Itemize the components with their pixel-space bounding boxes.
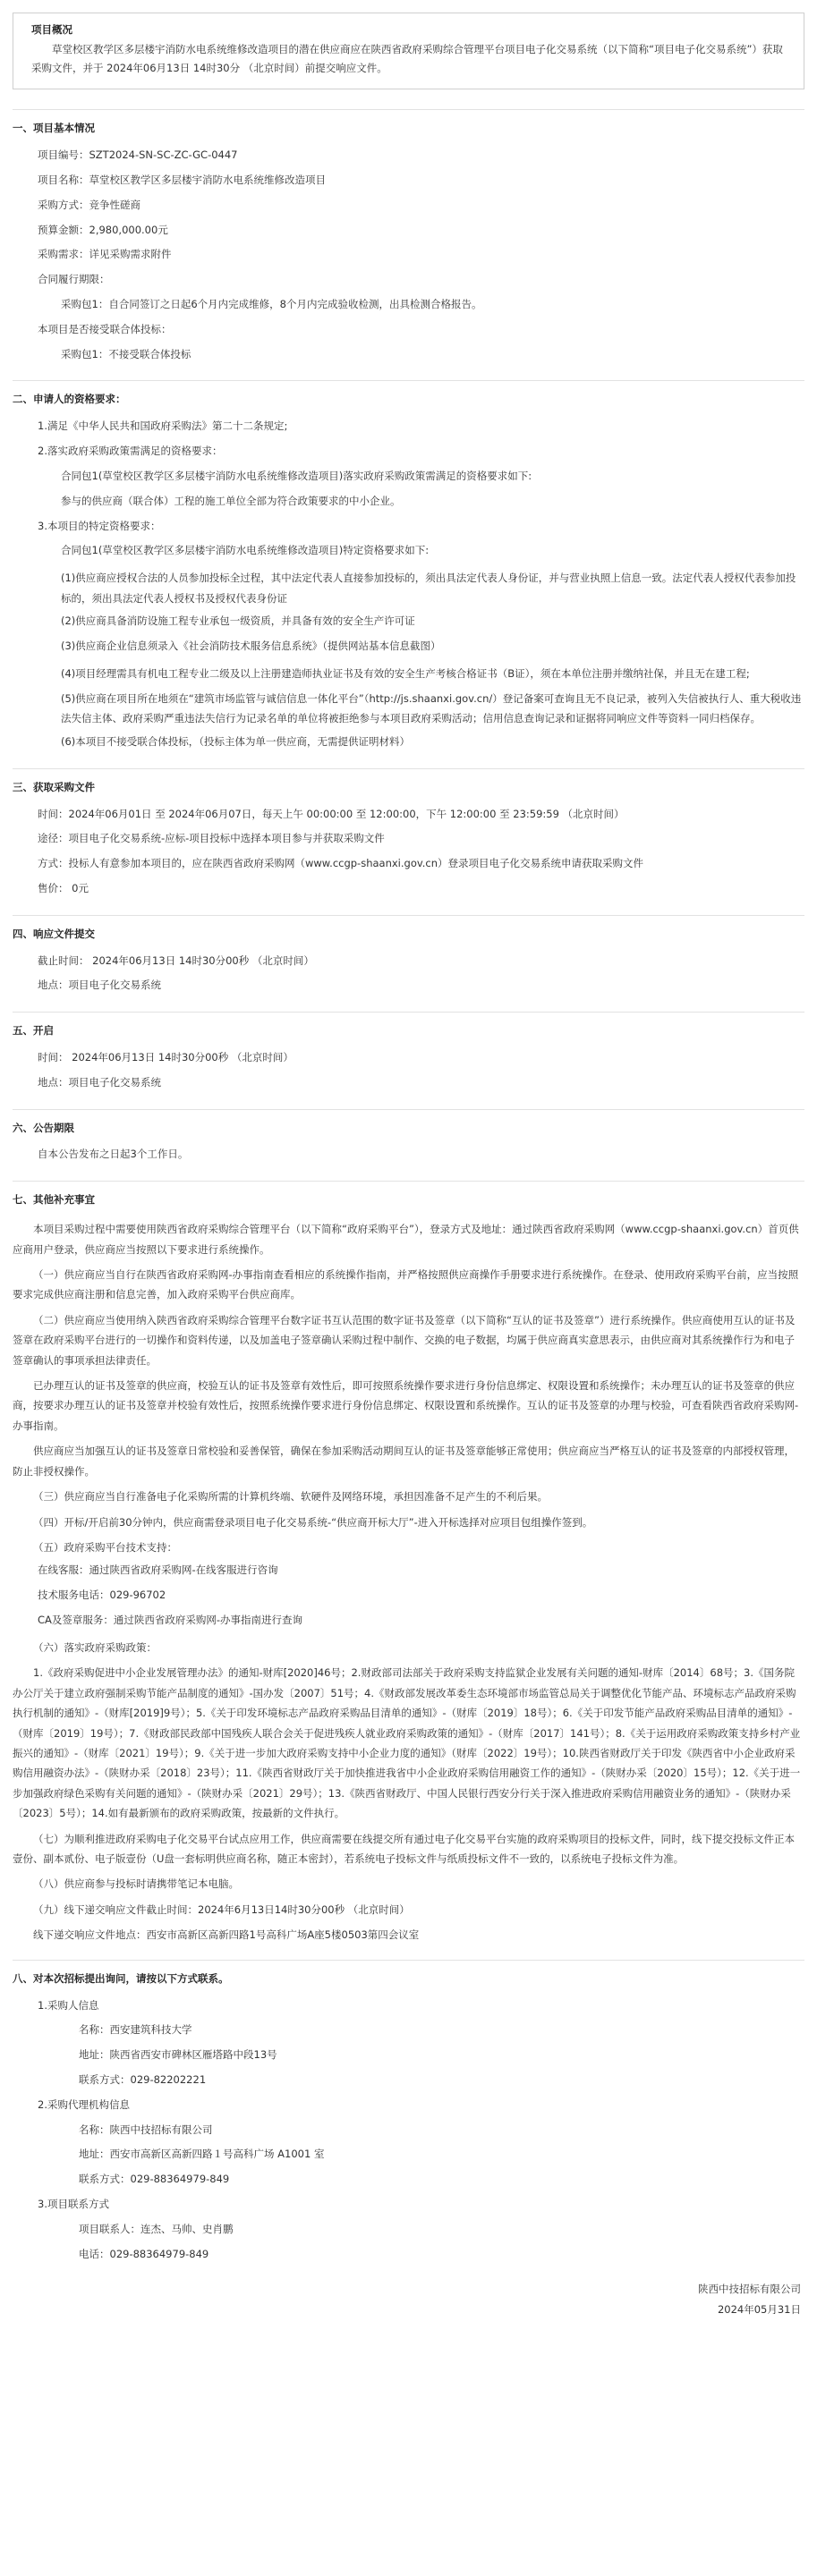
section-title: 四、响应文件提交 xyxy=(13,927,95,940)
supplementary-item: 已办理互认的证书及签章的供应商，校验互认的证书及签章有效性后，即可按照系统操作要求进行身份信息绑定、权限设置和系统操作；未办理互认的证书及签章的供应商，按要求办理互认的证书及签章并校验有效性后，按照系统操作要求进行身份信息绑定、权限设置和系统操作。互认的证书及签章的办理与校验，可查看陕西省政府采购网-办事指南。 xyxy=(13,1379,799,1432)
contact-phone: 电话：029-88364979-849 xyxy=(79,2247,209,2260)
contact-people: 项目联系人：连杰、马帅、史肖鹏 xyxy=(79,2222,234,2235)
section-title: 三、获取采购文件 xyxy=(13,780,95,793)
support-phone: 技术服务电话：029-96702 xyxy=(38,1589,166,1602)
qualification-1: 1.满足《中华人民共和国政府采购法》第二十二条规定; xyxy=(38,419,288,433)
supplementary-intro: 本项目采购过程中需要使用陕西省政府采购综合管理平台（以下简称“政府采购平台”），登录方式及地址：通过陕西省政府采购网（www.ccgp-shaanxi.gov.cn）首页供应商用户登录，供应商应当按照以下要求进行系统操作。 xyxy=(13,1223,799,1256)
opening-time: 时间： 2024年06月13日 14时30分00秒 （北京时间） xyxy=(38,1051,294,1064)
project-overview-box xyxy=(13,13,804,89)
qualification-item: (2)供应商具备消防设施工程专业承包一级资质，并具备有效的安全生产许可证 xyxy=(61,614,415,627)
section-title: 五、开启 xyxy=(13,1024,54,1038)
qualification-3-sub: 合同包1(草堂校区教学区多层楼宇消防水电系统维修改造项目)特定资格要求如下: xyxy=(61,544,430,557)
supplementary-item: （三）供应商应当自行准备电子化采购所需的计算机终端、软硬件及网络环境，承担因准备不足产生的不利后果。 xyxy=(33,1490,548,1504)
qualification-2-sub: 合同包1(草堂校区教学区多层楼宇消防水电系统维修改造项目)落实政府采购政策需满足的资格要求如下: xyxy=(61,469,532,482)
agency-address: 地址：西安市高新区高新四路１号高科广场 A1001 室 xyxy=(79,2148,325,2161)
submission-deadline: 截止时间： 2024年06月13日 14时30分00秒 （北京时间） xyxy=(38,953,314,967)
supplementary-item: （八）供应商参与投标时请携带笔记本电脑。 xyxy=(33,1877,239,1891)
consortium-label: 本项目是否接受联合体投标： xyxy=(38,322,172,335)
purchaser-title: 1.采购人信息 xyxy=(38,1998,99,2012)
section-title: 七、其他补充事宜 xyxy=(13,1193,95,1207)
supplementary-item: （一）供应商应当自行在陕西省政府采购网-办事指南查看相应的系统操作指南，并严格按照供应商操作手册要求进行系统操作。在登录、使用政府采购平台前，应当按照要求完成供应商注册和信息完善，加入政府采购平台供应商库。 xyxy=(13,1267,799,1301)
support-ca: CA及签章服务：通过陕西省政府采购网-办事指南进行查询 xyxy=(38,1614,303,1627)
policy-list: 1.《政府采购促进中小企业发展管理办法》的通知-财库[2020]46号；2.财政部司法部关于政府采购支持监狱企业发展有关问题的通知-财库〔2014〕68号；3.《国务院办公厅关于建立政府强制采购节能产品制度的通知》-国办发〔2007〕51号；4.《财政部发展改革委生态环境部市场监管总局关于调整优化节能产品、环境标志产品政府采购执行机制的通知》-（财库[2019]9号）；5.《关于印发环境标志产品政府采购品目清单的通知》-（财库〔2019〕18号）；6.《关于印发节能产品政府采购品目清单的通知》-（财库〔2019〕19号）；7.《财政部民政部中国残疾人联合会关于促进残疾人就业政府采购政策的通知》-（财库〔2017〕141号）；8.《关于运用政府采购政策支持乡村产业振兴的通知》-（财库〔2021〕19号）；9.《关于进一步加大政府采购支持中小企业力度的通知》（财库〔2022〕19号）；10.陕西省财政厅关于印发《陕西省中小企业政府采购信用融资办法》-（陕财办采〔2018〕23号）；11.《陕西省财政厅关于加快推进我省中小企业政府采购信用融资工作的通知》-（陕财办采〔2020〕15号）；12.《关于进一步加强政府绿色采购有关问题的通知》-（陕财办采〔2021〕29号）；13.《陕西省财政厅、中国人民银行西安分行关于深入推进政府采购信用融资业务的通知》-（陕财办采〔2023〕5号）；14.如有最新颁布的政府采购政策，按最新的文件执行。 xyxy=(13,1666,801,1820)
supplementary-item: （二）供应商应当使用纳入陕西省政府采购综合管理平台数字证书互认范围的数字证书及签章（以下简称“互认的证书及签章”）进行系统操作。供应商使用互认的证书及签章在政府采购平台进行的一切操作和资料传递，以及加盖电子签章确认采购过程中制作、交换的电子数据，均属于供应商真实意思表示，由供应商对其系统操作行为和电子签章确认的事项承担法律责任。 xyxy=(13,1313,796,1367)
section-obtain-documents xyxy=(13,769,804,916)
obtain-route: 途径：项目电子化交易系统-应标-项目投标中选择本项目参与并获取采购文件 xyxy=(38,832,385,845)
qualification-2-item: 参与的供应商（联合体）工程的施工单位全部为符合政策要求的中小企业。 xyxy=(61,494,401,507)
section-contact xyxy=(13,1961,804,2329)
section-announcement-period xyxy=(13,1110,804,1182)
signature-org: 陕西中技招标有限公司 xyxy=(698,2282,801,2295)
budget-amount: 预算金额：2,980,000.00元 xyxy=(38,223,168,236)
contract-period-label: 合同履行期限： xyxy=(38,273,110,286)
section-title: 二、申请人的资格要求： xyxy=(13,393,126,406)
supplementary-item: 供应商应当加强互认的证书及签章日常校验和妥善保管，确保在参加采购活动期间互认的证书及签章能够正常使用；供应商应当严格互认的证书及签章的内部授权管理，防止非授权操作。 xyxy=(13,1445,795,1478)
announcement-period-text: 自本公告发布之日起3个工作日。 xyxy=(38,1148,189,1161)
obtain-time: 时间：2024年06月01日 至 2024年06月07日，每天上午 00:00:00 至 12:00:00，下午 12:00:00 至 23:59:59 （北京时间） xyxy=(38,807,625,820)
section-supplementary xyxy=(13,1182,804,1960)
supplementary-item: （五）政府采购平台技术支持： xyxy=(33,1540,177,1554)
qualification-item: (3)供应商企业信息须录入《社会消防技术服务信息系统》（提供网站基本信息截图） xyxy=(61,639,441,652)
section-qualification xyxy=(13,381,804,768)
section-title: 一、项目基本情况 xyxy=(13,122,95,135)
consortium-item: 采购包1：不接受联合体投标 xyxy=(61,347,191,360)
procurement-requirements: 采购需求：详见采购需求附件 xyxy=(38,248,172,261)
section-project-basic-info xyxy=(13,110,804,381)
section-title: 八、对本次招标提出询问，请按以下方式联系。 xyxy=(13,1971,229,1985)
purchaser-address: 地址：陕西省西安市碑林区雁塔路中段13号 xyxy=(79,2048,277,2062)
project-name: 项目名称：草堂校区教学区多层楼宇消防水电系统维修改造项目 xyxy=(38,173,326,186)
qualification-3: 3.本项目的特定资格要求： xyxy=(38,519,161,532)
qualification-item: (1)供应商应授权合法的人员参加投标全过程，其中法定代表人直接参加投标的，须出具法定代表人身份证，并与营业执照上信息一致。法定代表人授权代表参加投标的，须出具法定代表人授权书及授权代表身份证 xyxy=(61,572,796,605)
document-price: 售价： 0元 xyxy=(38,881,89,894)
qualification-item: (6)本项目不接受联合体投标，（投标主体为单一供应商，无需提供证明材料） xyxy=(61,734,411,748)
purchaser-phone: 联系方式：029-82202221 xyxy=(79,2073,207,2086)
agency-title: 2.采购代理机构信息 xyxy=(38,2097,130,2111)
supplementary-item: （四）开标/开启前30分钟内，供应商需登录项目电子化交易系统-“供应商开标大厅”-进入开标选择对应项目包组操作签到。 xyxy=(33,1515,593,1529)
qualification-item: (4)项目经理需具有机电工程专业二级及以上注册建造师执业证书及有效的安全生产考核合格证书（B证），须在本单位注册并缴纳社保，并且无在建工程; xyxy=(61,666,750,680)
signature-block xyxy=(13,2279,804,2320)
agency-phone: 联系方式：029-88364979-849 xyxy=(79,2173,230,2186)
purchaser-name: 名称：西安建筑科技大学 xyxy=(79,2023,192,2037)
project-number: 项目编号：SZT2024-SN-SC-ZC-GC-0447 xyxy=(38,148,238,162)
obtain-method: 方式：投标人有意参加本项目的，应在陕西省政府采购网（www.ccgp-shaanxi.gov.cn）登录项目电子化交易系统申请获取采购文件 xyxy=(38,857,644,870)
contract-period-item: 采购包1：自合同签订之日起6个月内完成维修，8个月内完成验收检测，出具检测合格报告。 xyxy=(61,298,482,311)
overview-text: 草堂校区教学区多层楼宇消防水电系统维修改造项目的潜在供应商应在陕西省政府采购综合管理平台项目电子化交易系统（以下简称“项目电子化交易系统”）获取采购文件，并于 2024年06月13日 14时30分 （北京时间）前提交响应文件。 xyxy=(31,42,783,75)
overview-title: 项目概况 xyxy=(31,23,72,36)
agency-name: 名称：陕西中技招标有限公司 xyxy=(79,2123,213,2136)
procurement-method: 采购方式：竞争性磋商 xyxy=(38,198,140,211)
supplementary-item: （六）落实政府采购政策： xyxy=(33,1640,157,1654)
qualification-2: 2.落实政府采购政策需满足的资格要求： xyxy=(38,445,223,458)
supplementary-item: （七）为顺利推进政府采购电子化交易平台试点应用工作，供应商需要在线提交所有通过电子化交易平台实施的政府采购项目的投标文件，同时，线下提交投标文件正本壹份、副本贰份、电子版壹份（U盘一套标明供应商名称，随正本密封），若系统电子投标文件与纸质投标文件不一致的，以系统电子投标文件为准。 xyxy=(13,1832,795,1866)
qualification-item: (5)供应商在项目所在地须在“建筑市场监管与诚信信息一体化平台”（http://js.shaanxi.gov.cn/）登记备案可查询且无不良记录，被列入失信被执行人、重大税收违法失信主体、政府采购严重违法失信行为记录名单的单位将被拒绝参与本项目政府采购活动；信用信息查询记录和证据将同响应文件等资料一同归档保存。 xyxy=(61,692,802,725)
section-opening xyxy=(13,1013,804,1109)
offline-submission-place: 线下递交响应文件地点：西安市高新区高新四路1号高科广场A座5楼0503第四会议室 xyxy=(33,1928,420,1942)
signature-date: 2024年05月31日 xyxy=(717,2302,801,2316)
contact-title: 3.项目联系方式 xyxy=(38,2198,109,2211)
opening-place: 地点：项目电子化交易系统 xyxy=(38,1075,161,1089)
section-submission xyxy=(13,916,804,1013)
supplementary-item: （九）线下递交响应文件截止时间：2024年6月13日14时30分00秒 （北京时间） xyxy=(33,1902,410,1916)
support-online: 在线客服：通过陕西省政府采购网-在线客服进行咨询 xyxy=(38,1563,278,1577)
submission-place: 地点：项目电子化交易系统 xyxy=(38,979,161,992)
section-title: 六、公告期限 xyxy=(13,1121,74,1134)
